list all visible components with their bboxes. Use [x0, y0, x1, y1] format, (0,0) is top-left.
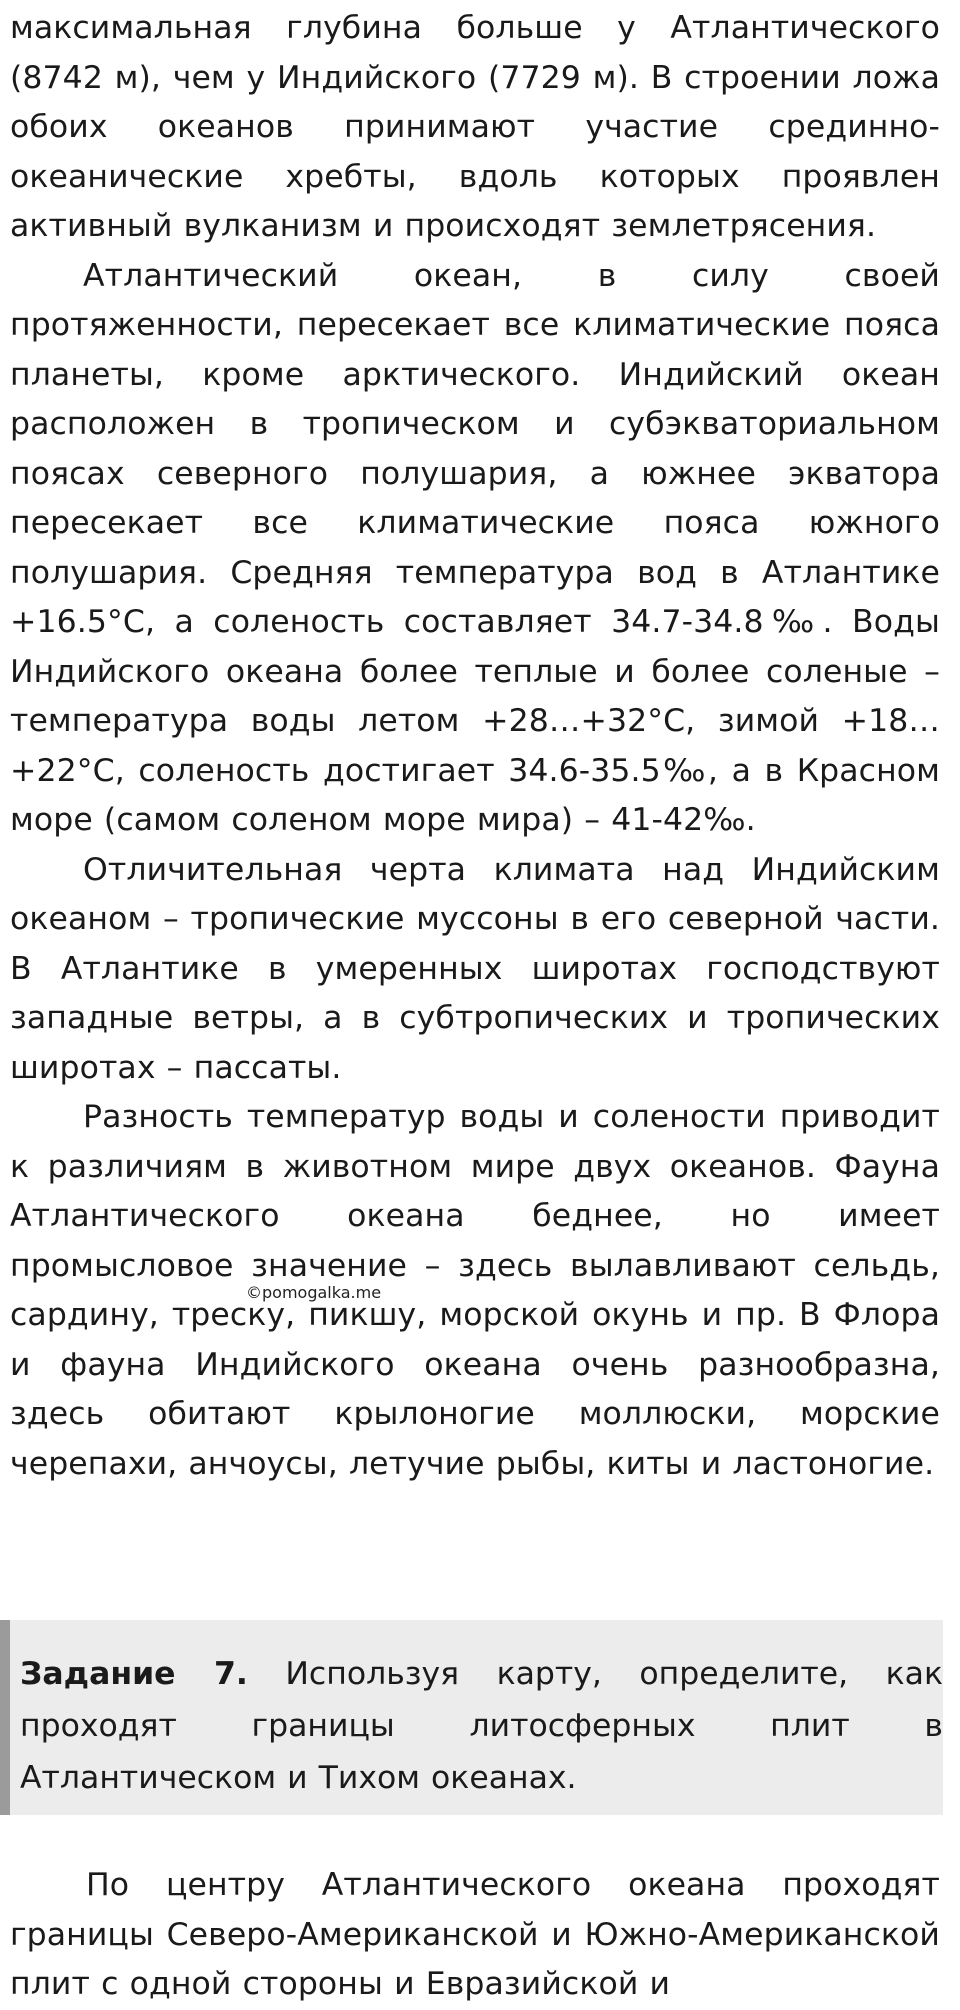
watermark-text: ©pomogalka.me	[246, 1283, 382, 1302]
paragraph-winds: Отличительная черта климата над Индийским океаном – тропические муссоны в его северной части. В Атлантике в умеренных широтах господствуют западные ветры, а в субтропических и тропических широтах – пассаты.	[10, 851, 940, 1086]
paragraph-climate: Атлантический океан, в силу своей протяженности, пересекает все климатические пояса планеты, кроме арктического. Индийский океан расположен в тропическом и субэкваториальном поясах северного полушария, а южнее экватора пересекает все климатические пояса южного полушария. Средняя температура вод в Атлантике +16.5°С, а соленость составляет 34.7-34.8‰. Воды Индийского океана более теплые и более соленые – температура воды летом +28…+32°С, зимой +18…+22°С, соленость достигает 34.6-35.5‰, а в Красном море (самом соленом море мира) – 41-42‰.	[10, 257, 940, 838]
document-body	[10, 4, 940, 1489]
task-block	[0, 1620, 943, 1815]
paragraph-fauna: Разность температур воды и солености приводит к различиям в животном мире двух океанов. Фауна Атлантического океана беднее, но имеет промысловое значение – здесь вылавливают сельдь, сардину, треску, пикшу, морской окунь и пр. В Флора и фауна Индийского океана очень разнообразна, здесь обитают крылоногие моллюски, морские черепахи, анчоусы, летучие рыбы, киты и ластоногие.	[10, 1099, 940, 1482]
task-question: Используя карту, определите, как проходят границы литосферных плит в Атлантическом и Тихом океанах.	[20, 1656, 943, 1796]
paragraph-ocean-depth: максимальная глубина больше у Атлантического (8742 м), чем у Индийского (7729 м). В строении ложа обоих океанов принимают участие срединно-океанические хребты, вдоль которых проявлен активный вулканизм и происходят землетрясения.	[10, 10, 940, 244]
answer-paragraph: По центру Атлантического океана проходят границы Северо-Американской и Южно-Американской плит с одной стороны и Евразийской и	[10, 1867, 940, 2002]
task-text	[20, 1648, 943, 1804]
task-label: Задание 7.	[20, 1656, 248, 1692]
answer-block	[10, 1861, 940, 2010]
